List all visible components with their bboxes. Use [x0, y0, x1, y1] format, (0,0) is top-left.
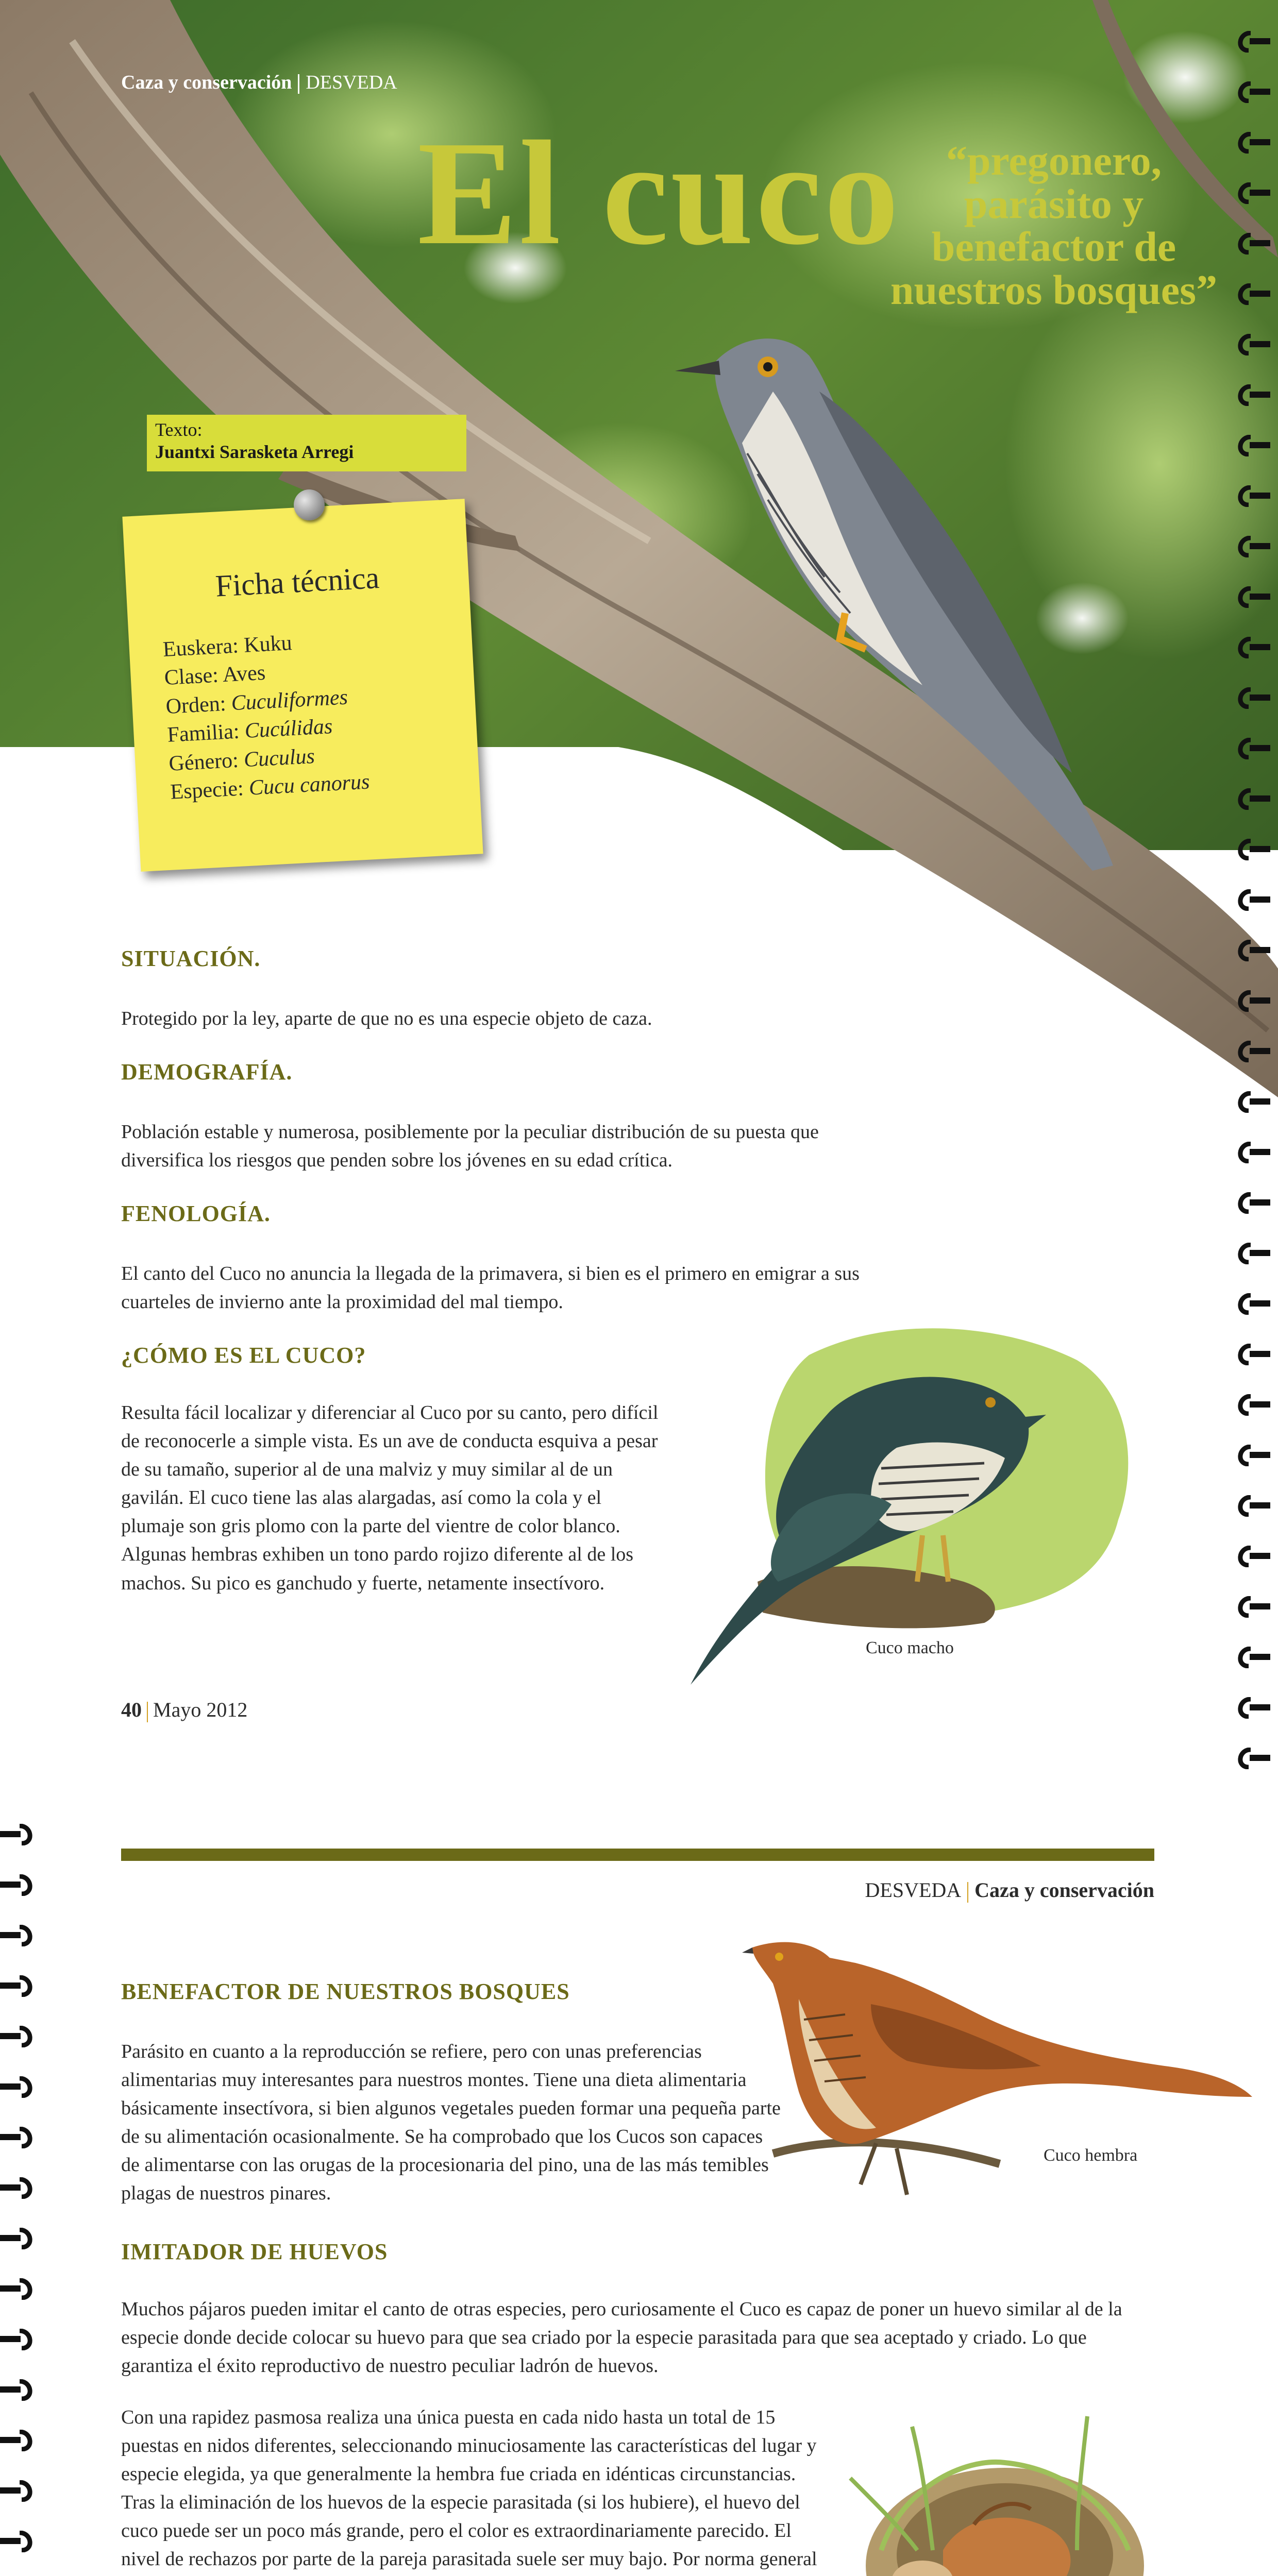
section-rubric-right	[865, 1878, 1155, 1903]
spiral-coil	[1234, 233, 1270, 255]
spiral-coil	[1234, 990, 1270, 1012]
caption-hembra: Cuco hembra	[1044, 2146, 1138, 2165]
article-title: El cuco	[417, 110, 901, 276]
spiral-binding-right	[1234, 31, 1275, 1803]
text-situacion: Protegido por la ley, aparte de que no es una especie objeto de caza.	[121, 1008, 652, 1029]
rubric-separator	[298, 74, 299, 94]
section-rubric	[121, 71, 397, 94]
spiral-coil	[1234, 132, 1270, 154]
spiral-coil	[0, 2076, 36, 2098]
spiral-coil	[1234, 182, 1270, 204]
ficha-label: Euskera:	[162, 634, 239, 662]
text-imitador-top: Muchos pájaros pueden imitar el canto de otras especies, pero curiosamente el Cuco es capaz de poner un huevo similar al de la especie donde decide colocar su huevo para que sea criado por la especie parasitada para que sea aceptado y criado. Lo que garantiza el éxito reproductivo de nuestro peculiar ladrón de huevos.	[121, 2298, 1122, 2377]
heading-demografia: DEMOGRAFÍA.	[121, 1059, 293, 1084]
rubric-section: Caza y conservación	[974, 1878, 1154, 1902]
credit-author: Juantxi Sarasketa Arregi	[155, 442, 354, 463]
ficha-label: Orden:	[165, 691, 227, 719]
spiral-coil	[0, 2531, 36, 2552]
text-imitador-bottom: Con una rapidez pasmosa realiza una única puesta en cada nido hasta un total de 15 puestas en nidos diferentes, seleccionando minuciosamente las características del lugar y especie elegida, ya que generalmente la hembra fue criada en idénticas circunstancias. Tras la eliminación de los huevos de la especie parasitada (si los hubiere), el huevo del cuco puede ser un poco más grande, pero el color es extraordinariamente parecido. El nivel de rechazos por parte de la pareja parasitada suele ser muy bajo. Por norma general	[121, 2406, 817, 2570]
spiral-coil	[0, 1925, 36, 1946]
spiral-coil	[1234, 1647, 1270, 1668]
heading-situacion: SITUACIÓN.	[121, 946, 261, 971]
heading-como-es: ¿CÓMO ES EL CUCO?	[121, 1343, 366, 1368]
issue-date: Mayo 2012	[153, 1698, 248, 1721]
spiral-coil	[1234, 435, 1270, 456]
rubric-section: Caza y conservación	[121, 72, 292, 93]
spiral-coil	[0, 2127, 36, 2148]
spiral-coil	[1234, 485, 1270, 507]
spiral-coil	[1234, 81, 1270, 103]
ficha-value: Aves	[222, 661, 266, 687]
spiral-coil	[1234, 1748, 1270, 1769]
spiral-coil	[1234, 738, 1270, 759]
spiral-coil	[1234, 687, 1270, 709]
ficha-label: Familia:	[166, 719, 240, 748]
spiral-coil	[0, 2329, 36, 2350]
spiral-coil	[0, 1874, 36, 1896]
spiral-coil	[1234, 1192, 1270, 1214]
spiral-coil	[1234, 586, 1270, 608]
spiral-coil	[1234, 1041, 1270, 1062]
ficha-title: Ficha técnica	[214, 560, 380, 603]
spiral-coil	[1234, 1293, 1270, 1315]
spiral-coil	[0, 1975, 36, 1997]
article-subtitle: “pregonero, parásito y benefactor de nuestros bosques”	[890, 137, 1218, 313]
text-benefactor: Parásito en cuanto a la reproducción se refiere, pero con unas preferencias alimentarias muy interesantes para nuestros montes. Tiene una dieta alimentaria básicamente insectívora, si bien algunos vegetales pueden formar una pequeña parte de su alimentación ocasionalmente. Se ha comprobado que los Cucos son capaces de alimentarse con las orugas de la procesionaria del pino, una de las más temibles plagas de nuestros pinares.	[121, 2041, 781, 2205]
spiral-coil	[1234, 1596, 1270, 1618]
spiral-coil	[1234, 839, 1270, 860]
text-fenologia: El canto del Cuco no anuncia la llegada de la primavera, si bien es el primero en emigrar a sus cuarteles de invierno ante la proximidad del mal tiempo.	[121, 1263, 860, 1313]
spiral-coil	[0, 2480, 36, 2502]
cuco-hembra-illustration	[742, 1927, 1257, 2215]
spiral-coil	[1234, 1546, 1270, 1567]
rubric-subsection: DESVEDA	[865, 1878, 962, 1902]
spiral-coil	[0, 2430, 36, 2451]
ficha-label: Especie:	[170, 776, 244, 804]
spiral-coil	[0, 1824, 36, 1845]
spiral-coil	[0, 2278, 36, 2300]
spiral-coil	[1234, 536, 1270, 557]
ficha-value: Cuculiformes	[230, 685, 349, 716]
ficha-value: Cuculus	[243, 744, 315, 772]
spiral-coil	[0, 2177, 36, 2199]
spiral-coil	[1234, 1142, 1270, 1163]
spiral-coil	[1234, 788, 1270, 810]
rubric-separator	[967, 1882, 968, 1903]
spiral-coil	[1234, 940, 1270, 961]
author-credit	[147, 415, 466, 471]
spiral-coil	[1234, 889, 1270, 911]
pushpin-icon	[294, 489, 325, 520]
spiral-coil	[1234, 283, 1270, 305]
spiral-coil	[0, 2228, 36, 2249]
pollo-nido-illustration	[819, 2396, 1170, 2576]
spiral-coil	[1234, 1697, 1270, 1719]
ficha-value: Kuku	[243, 631, 293, 657]
spiral-coil	[1234, 1394, 1270, 1416]
caption-macho: Cuco macho	[866, 1638, 954, 1657]
ficha-list	[162, 625, 371, 807]
ficha-value: Cucu canorus	[248, 770, 371, 800]
spiral-binding-left	[0, 1824, 41, 2576]
top-rule	[121, 1849, 1154, 1861]
spiral-coil	[1234, 1445, 1270, 1466]
spiral-coil	[1234, 1091, 1270, 1113]
spiral-coil	[1234, 1344, 1270, 1365]
text-como-es: Resulta fácil localizar y diferenciar al Cuco por su canto, pero difícil de reconocerle a simple vista. Es un ave de conducta esquiva a pesar de su tamaño, superior al de una malviz y muy similar al de un gavilán. El cuco tiene las alas alargadas, así como la cola y el plumaje son gris plomo con la parte del vientre de color blanco. Algunas hembras exhiben un tono pardo rojizo diferente al de los machos. Su pico es ganchudo y fuerte, netamente insectívoro.	[121, 1402, 659, 1594]
spiral-coil	[0, 2379, 36, 2401]
ficha-label: Clase:	[163, 664, 219, 690]
folio-separator	[147, 1702, 148, 1722]
spiral-coil	[0, 2026, 36, 2047]
heading-fenologia: FENOLOGÍA.	[121, 1201, 271, 1226]
heading-benefactor: BENEFACTOR DE NUESTROS BOSQUES	[121, 1979, 570, 2004]
credit-label: Texto:	[155, 419, 203, 440]
rubric-subsection: DESVEDA	[306, 72, 397, 93]
page-folio	[121, 1698, 247, 1722]
spiral-coil	[1234, 1243, 1270, 1264]
text-demografia: Población estable y numerosa, posiblemente por la peculiar distribución de su puesta que diversifica los riesgos que penden sobre los jóvenes en su edad crítica.	[121, 1121, 819, 1172]
ficha-value: Cucúlidas	[244, 715, 333, 743]
magazine-page-41	[0, 1803, 1278, 2576]
spiral-coil	[1234, 384, 1270, 406]
page-number: 40	[121, 1698, 142, 1721]
ficha-tecnica-note	[122, 499, 483, 872]
spiral-coil	[1234, 31, 1270, 53]
ficha-label: Género:	[168, 748, 239, 776]
heading-imitador: IMITADOR DE HUEVOS	[121, 2239, 388, 2264]
spiral-coil	[1234, 1495, 1270, 1517]
spiral-coil	[1234, 637, 1270, 658]
spiral-coil	[1234, 334, 1270, 355]
cuco-macho-illustration	[675, 1293, 1149, 1741]
